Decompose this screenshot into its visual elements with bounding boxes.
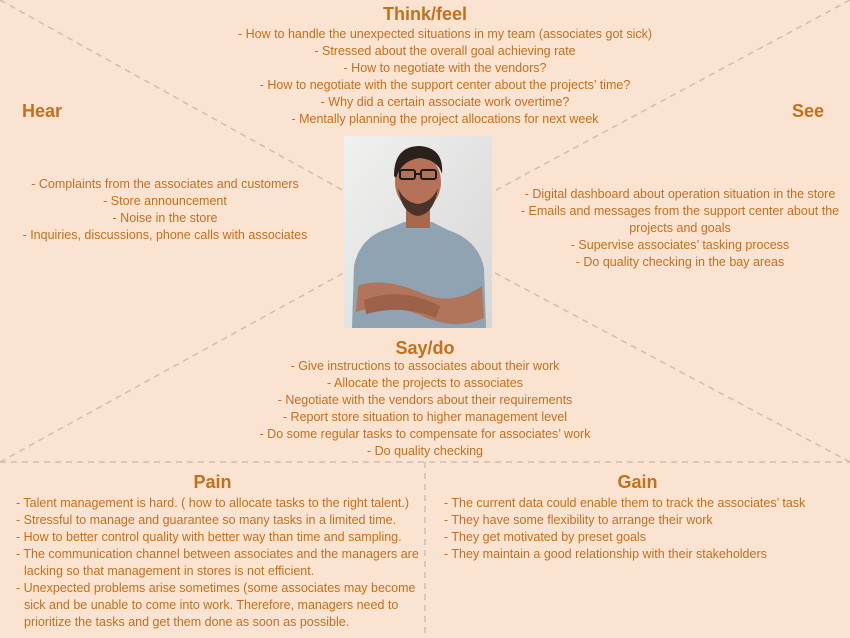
- list-item: - How to negotiate with the support center about the projects’ time?: [259, 78, 631, 92]
- list-item: - Do quality checking: [366, 444, 484, 458]
- say-do-list: [0, 358, 850, 460]
- say-do-title: Say/do: [395, 338, 455, 358]
- list-item: - Complaints from the associates and customers: [31, 177, 299, 191]
- list-item: - Noise in the store: [112, 211, 218, 225]
- list-item: - Unexpected problems arise sometimes (some associates may become sick and be unable to come into work. Therefore, managers need to prioritize the tasks and get them done as soon as possible.: [16, 581, 416, 629]
- list-item: - Digital dashboard about operation situation in the store: [524, 187, 836, 201]
- list-item: - Stressful to manage and guarantee so many tasks in a limited time.: [16, 513, 397, 527]
- list-item: - Negotiate with the vendors about their requirements: [277, 393, 573, 407]
- list-item: - Do some regular tasks to compensate for associates’ work: [259, 427, 591, 441]
- list-item: - They maintain a good relationship with their stakeholders: [444, 547, 767, 561]
- list-item: - How to better control quality with better way than time and sampling.: [16, 530, 402, 544]
- see-list: [505, 186, 850, 271]
- pain-list: [16, 495, 426, 631]
- list-item: - Do quality checking in the bay areas: [575, 255, 785, 269]
- list-item: - They have some flexibility to arrange their work: [444, 513, 713, 527]
- hear-title: Hear: [22, 101, 63, 121]
- list-item: - How to handle the unexpected situations in my team (associates got sick): [237, 27, 653, 41]
- think-feel-title: Think/feel: [382, 4, 467, 24]
- think-feel-list: [0, 26, 850, 128]
- list-item: - Why did a certain associate work overtime?: [320, 95, 570, 109]
- list-item: projects and goals: [629, 221, 731, 235]
- person-photo-icon: [344, 136, 492, 328]
- see-title: See: [792, 101, 825, 121]
- list-item: - The communication channel between associates and the managers are lacking so that management in stores is not efficient.: [16, 547, 419, 578]
- list-item: - Talent management is hard. ( how to allocate tasks to the right talent.): [16, 496, 410, 510]
- list-item: - Allocate the projects to associates: [327, 376, 523, 390]
- list-item: - Inquiries, discussions, phone calls with associates: [22, 228, 308, 242]
- list-item: - Mentally planning the project allocations for next week: [291, 112, 599, 126]
- list-item: - Store announcement: [103, 194, 227, 208]
- persona-photo: [344, 136, 492, 328]
- list-item: - Supervise associates’ tasking process: [570, 238, 790, 252]
- gain-title: Gain: [617, 472, 658, 492]
- list-item: - How to negotiate with the vendors?: [343, 61, 547, 75]
- list-item: - They get motivated by preset goals: [444, 530, 646, 544]
- list-item: - Report store situation to higher management level: [282, 410, 568, 424]
- list-item: - Stressed about the overall goal achieving rate: [314, 44, 576, 58]
- list-item: - Emails and messages from the support center about the: [520, 204, 840, 218]
- gain-list: [444, 495, 844, 563]
- hear-list: [10, 176, 320, 244]
- pain-title: Pain: [193, 472, 232, 492]
- list-item: - Give instructions to associates about their work: [290, 359, 560, 373]
- list-item: - The current data could enable them to track the associates’ task: [444, 496, 806, 510]
